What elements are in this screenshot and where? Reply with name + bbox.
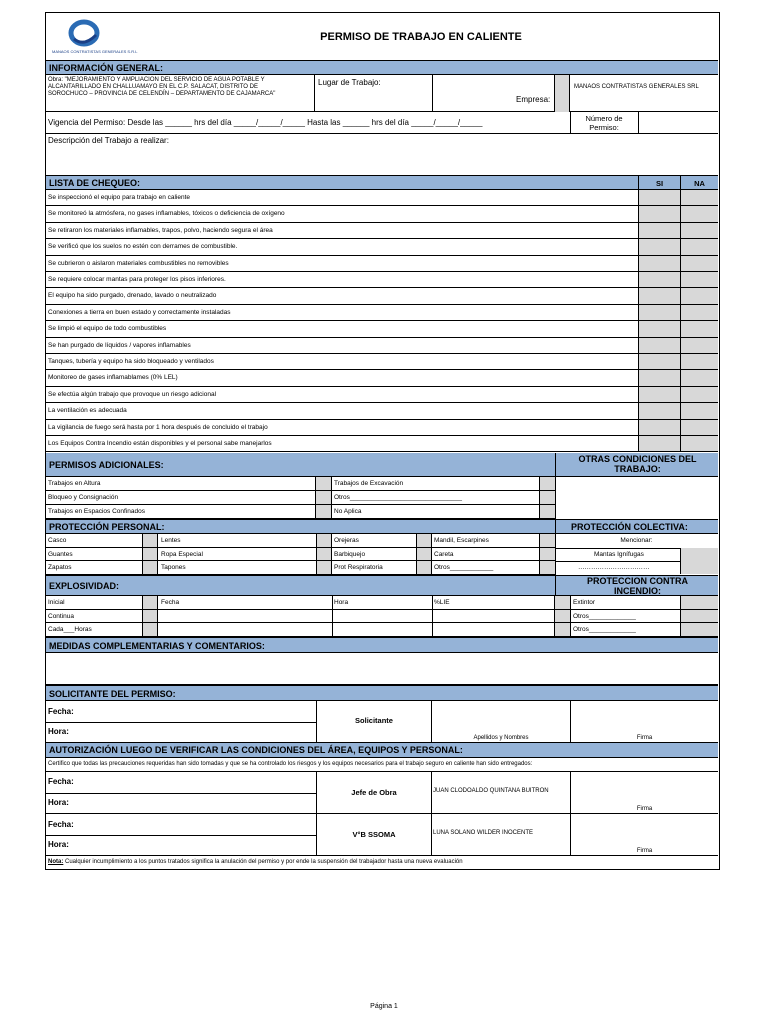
ssoma-row — [46, 814, 718, 856]
checkbox-na[interactable] — [680, 420, 718, 435]
proteccion-row — [46, 534, 555, 548]
checklist-item-label: Tanques, tubería y equipo ha sido bloqueado y ventilados — [48, 358, 214, 365]
checklist-item-label: Se cubrieron o aislaron materiales combustibles no removibles — [48, 259, 229, 267]
ssoma-hora: Hora: — [48, 840, 69, 849]
proteccion-checkbox[interactable] — [142, 548, 158, 561]
ssoma-label: V°B SSOMA — [352, 830, 396, 839]
mantas-checkbox[interactable] — [680, 548, 718, 561]
permiso-left-checkbox[interactable] — [315, 477, 331, 490]
permiso-right-checkbox[interactable] — [539, 491, 555, 504]
checklist-row — [46, 256, 718, 272]
jefe-row — [46, 772, 718, 814]
checklist-row — [46, 223, 718, 239]
checklist-row — [46, 272, 718, 288]
checkbox-si[interactable] — [638, 420, 680, 435]
descripcion-label: Descripción del Trabajo a realizar: — [48, 136, 169, 145]
medidas-header: MEDIDAS COMPLEMENTARIAS Y COMENTARIOS: — [46, 637, 718, 653]
checklist-item-label: Se verificó que los suelos no estén con derrames de combustible. — [48, 243, 238, 251]
firma-label: Firma — [636, 735, 653, 741]
permiso-right-label: No Aplica — [334, 508, 362, 515]
solicitante-header: SOLICITANTE DEL PERMISO: — [46, 685, 718, 701]
checkbox-si[interactable] — [638, 206, 680, 221]
checkbox-na[interactable] — [680, 354, 718, 369]
logo-text: MANAOS CONTRATISTAS GENERALES S.R.L — [52, 49, 138, 54]
checklist-row — [46, 305, 718, 321]
obra-line-1: Obra: "MEJORAMIENTO Y AMPLIACION DEL SERVICIO DE AGUA POTABLE Y — [48, 77, 265, 83]
lugar-label: Lugar de Trabajo: — [318, 78, 381, 87]
empresa-label: Empresa: — [516, 95, 551, 104]
explosividad-label: Cada___Horas — [48, 626, 92, 634]
proteccion-item-label: Otros____________ — [434, 564, 494, 572]
checklist-item-label: Se han purgado de líquidos / vapores inflamables — [48, 341, 191, 349]
proteccion-item-label: Lentes — [161, 537, 181, 544]
proteccion-checkbox[interactable] — [416, 534, 432, 547]
incendio-checkbox[interactable] — [680, 610, 718, 623]
proteccion-checkbox[interactable] — [416, 548, 432, 561]
proteccion-row — [46, 561, 555, 575]
proteccion-checkbox[interactable] — [316, 561, 332, 574]
descripcion-field[interactable] — [46, 134, 718, 176]
explosividad-row — [46, 610, 718, 624]
permiso-right-checkbox[interactable] — [539, 505, 555, 518]
col-si: SI — [655, 179, 664, 188]
proteccion-item-label: Barbiquejo — [334, 550, 366, 558]
permiso-row — [46, 505, 555, 519]
ssoma-firma: Firma — [636, 848, 653, 854]
jefe-hora: Hora: — [48, 798, 69, 807]
jefe-fecha: Fecha: — [48, 777, 74, 786]
checklist-item-label: El equipo ha sido purgado, drenado, lavado o neutralizado — [48, 292, 217, 300]
mantas-label: Mantas Ignífugas — [594, 551, 644, 558]
checkbox-si[interactable] — [638, 338, 680, 353]
proteccion-item-label: Zapatos — [48, 564, 72, 572]
checklist-row — [46, 206, 718, 222]
info-row — [46, 75, 718, 112]
checkbox-si[interactable] — [638, 354, 680, 369]
incendio-checkbox[interactable] — [680, 596, 718, 609]
checklist-row — [46, 420, 718, 436]
checklist-row — [46, 338, 718, 354]
autorizacion-header: AUTORIZACIÓN LUEGO DE VERIFICAR LAS CONDICIONES DEL ÁREA, EQUIPOS Y PERSONAL: — [46, 743, 718, 758]
proteccion-checkbox[interactable] — [142, 561, 158, 574]
permiso-right-checkbox[interactable] — [539, 477, 555, 490]
jefe-firma: Firma — [636, 806, 653, 812]
checklist-item-label: Se inspeccionó el equipo para trabajo en caliente — [48, 194, 191, 201]
checkbox-si[interactable] — [638, 256, 680, 271]
checkbox-na[interactable] — [680, 256, 718, 271]
lie-checkbox[interactable] — [554, 610, 570, 623]
proteccion-item-label: Orejeras — [334, 537, 359, 544]
mencionar-label: Mencionar: — [620, 537, 653, 544]
proteccion-checkbox[interactable] — [316, 534, 332, 547]
checkbox-si[interactable] — [638, 239, 680, 254]
obra-line-2: ALCANTARILLADO EN CHALLUAMAYO EN EL C.P. SALACAT, DISTRITO DE — [48, 84, 258, 90]
explosividad-checkbox[interactable] — [142, 623, 158, 636]
explosividad-checkbox[interactable] — [142, 596, 158, 609]
checklist-item-label: Se efectúa algún trabajo que provoque un riesgo adicional — [48, 390, 217, 398]
fecha-label: Fecha — [161, 599, 180, 606]
proteccion-checkbox[interactable] — [316, 548, 332, 561]
obra-line-3: SOROCHUCO – PROVINCIA DE CELENDÍN – DEPARTAMENTO DE CAJAMARCA" — [48, 91, 276, 97]
checklist-row — [46, 190, 718, 206]
apellidos-label: Apellidos y Nombres — [473, 735, 529, 741]
checkbox-si[interactable] — [638, 387, 680, 402]
checkbox-si[interactable] — [638, 305, 680, 320]
col-na: NA — [694, 179, 705, 188]
checklist-item-label: Se retiraron los materiales inflamables, trapos, polvo, haciendo segura el área — [48, 226, 273, 234]
nota-label: Nota: — [48, 859, 64, 865]
colectiva-header: PROTECCIÓN COLECTIVA: — [555, 519, 718, 534]
explosividad-label: Inicial — [48, 599, 65, 606]
proteccion-header: PROTECCIÓN PERSONAL: — [46, 519, 555, 534]
checklist-item-label: La ventilación es adecuada — [48, 407, 127, 415]
incendio-checkbox[interactable] — [680, 623, 718, 636]
colectiva-checkbox[interactable] — [680, 561, 718, 574]
page-footer: Página 1 — [370, 1003, 398, 1010]
certifico-text: Certifico que todas las precauciones requeridas han sido tomadas y que se ha controlado los riesgos y los equipos necesarios para el trabajo seguro en caliente han sido entregados: — [48, 761, 533, 767]
solicitante-label: Solicitante — [355, 716, 393, 725]
proteccion-item-label: Prot Respiratoria — [334, 564, 383, 572]
medidas-field[interactable] — [46, 653, 718, 685]
checkbox-si[interactable] — [638, 190, 680, 205]
permit-form — [45, 12, 720, 870]
proteccion-row — [46, 548, 555, 562]
permisos-header: PERMISOS ADICIONALES: — [46, 453, 555, 477]
checklist-row — [46, 370, 718, 386]
checklist-row — [46, 321, 718, 337]
vigencia-text: Vigencia del Permiso: Desde las ______ hrs del día _____/_____/_____ Hasta las ______ hrs del día _____/_____/_____ — [48, 118, 483, 127]
checklist-item-label: Se requiere colocar mantas para proteger los pisos inferiores. — [48, 276, 226, 283]
incendio-label: Extintor — [573, 599, 596, 606]
incendio-label: Otros_____________ — [573, 612, 636, 620]
jefe-name: JUAN CLODOALDO QUINTANA BUITRON — [433, 788, 549, 794]
proteccion-checkbox[interactable] — [416, 561, 432, 574]
page-title: PERMISO DE TRABAJO EN CALIENTE — [320, 31, 522, 43]
checkbox-na[interactable] — [680, 370, 718, 385]
permiso-left-label: Trabajos en Altura — [48, 480, 101, 487]
solicitante-hora: Hora: — [48, 727, 69, 736]
checkbox-na[interactable] — [680, 206, 718, 221]
permiso-row — [46, 477, 555, 491]
nota-text: Cualquier incumplimiento a los puntos tratados significa la anulación del permiso y por ende la suspensión del trabajador hasta una nueva evaluación — [65, 859, 463, 865]
empresa-value: MANAOS CONTRATISTAS GENERALES SRL — [574, 84, 699, 90]
proteccion-item-label: Guantes — [48, 550, 73, 558]
proteccion-checkbox[interactable] — [539, 561, 555, 574]
proteccion-item-label: Casco — [48, 537, 67, 544]
explosividad-row — [46, 596, 718, 610]
explosividad-header: EXPLOSIVIDAD: — [46, 575, 555, 596]
permiso-left-checkbox[interactable] — [315, 491, 331, 504]
checklist-item-label: Se monitoreó la atmósfera, no gases inflamables, tóxicos o deficiencia de oxígeno — [48, 210, 285, 218]
permiso-left-checkbox[interactable] — [315, 505, 331, 518]
info-general-header: INFORMACIÓN GENERAL: — [46, 60, 718, 75]
permiso-row — [46, 491, 555, 505]
ssoma-name: LUNA SOLANO WILDER INOCENTE — [433, 830, 534, 836]
checkbox-na[interactable] — [680, 321, 718, 336]
checkbox-si[interactable] — [638, 272, 680, 287]
checkbox-si[interactable] — [638, 403, 680, 418]
checklist-header: LISTA DE CHEQUEO: SI NA — [46, 176, 718, 190]
explosividad-checkbox[interactable] — [142, 610, 158, 623]
checkbox-na[interactable] — [680, 288, 718, 303]
checklist-row — [46, 354, 718, 370]
checkbox-si[interactable] — [638, 288, 680, 303]
hora-label: Hora — [334, 599, 349, 606]
checklist-item-label: Conexiones a tierra en buen estado y correctamente instaladas — [48, 308, 231, 316]
checkbox-na[interactable] — [680, 223, 718, 238]
permiso-left-label: Bloqueo y Consignación — [48, 494, 119, 501]
permiso-right-label: Trabajos de Excavación — [334, 480, 404, 487]
checklist-item-label: Los Equipos Contra Incendio están disponibles y el personal sabe manejarlos — [48, 440, 272, 447]
permiso-right-label: Otros_______________________________ — [334, 494, 462, 501]
checkbox-si[interactable] — [638, 321, 680, 336]
checklist-item-label: La vigilancia de fuego será hasta por 1 hora después de concluido el trabajo — [48, 423, 268, 431]
checklist-row — [46, 239, 718, 255]
permiso-left-label: Trabajos en Espacios Confinados — [48, 508, 145, 515]
mantas-dots: …………………………… — [578, 564, 650, 571]
lie-checkbox[interactable] — [554, 623, 570, 636]
checklist-row — [46, 403, 718, 419]
proteccion-item-label: Mandil, Escarpines — [434, 537, 489, 544]
checkbox-na[interactable] — [680, 272, 718, 287]
certifico-row — [46, 758, 718, 772]
checklist-item-label: Monitoreo de gases inflamablames (0% LEL) — [48, 374, 178, 382]
proteccion-checkbox[interactable] — [539, 548, 555, 561]
explosividad-label: Continua — [48, 612, 75, 620]
solicitante-row — [46, 701, 718, 743]
checklist-item-label: Se limpió el equipo de todo combustibles — [48, 325, 167, 333]
checklist-row — [46, 387, 718, 403]
nota-row — [46, 856, 718, 869]
numero-label-1: Número de — [585, 114, 623, 123]
vigencia-row — [46, 112, 718, 134]
checkbox-na[interactable] — [680, 403, 718, 418]
checklist-row — [46, 436, 718, 452]
ssoma-fecha: Fecha: — [48, 820, 74, 829]
checkbox-na[interactable] — [680, 436, 718, 451]
checkbox-na[interactable] — [680, 305, 718, 320]
proteccion-item-label: Tapones — [161, 564, 186, 572]
checkbox-si[interactable] — [638, 223, 680, 238]
checkbox-si[interactable] — [638, 370, 680, 385]
explosividad-row — [46, 623, 718, 637]
proteccion-item-label: Ropa Especial — [161, 550, 203, 558]
incendio-label: Otros_____________ — [573, 626, 636, 634]
checkbox-si[interactable] — [638, 436, 680, 451]
numero-label-2: Permiso: — [589, 123, 619, 132]
solicitante-fecha: Fecha: — [48, 707, 74, 716]
proteccion-checkbox[interactable] — [539, 534, 555, 547]
jefe-label: Jefe de Obra — [351, 788, 397, 797]
proteccion-checkbox[interactable] — [142, 534, 158, 547]
checkbox-na[interactable] — [680, 239, 718, 254]
checkbox-na[interactable] — [680, 338, 718, 353]
incendio-header: PROTECCION CONTRA INCENDIO: — [555, 575, 718, 596]
checkbox-na[interactable] — [680, 387, 718, 402]
otras-condiciones-header: OTRAS CONDICIONES DEL TRABAJO: — [555, 453, 718, 477]
lie-checkbox[interactable] — [554, 596, 570, 609]
checklist-row — [46, 288, 718, 304]
proteccion-item-label: Careta — [434, 550, 454, 558]
checkbox-na[interactable] — [680, 190, 718, 205]
lie-label: %LIE — [434, 599, 450, 606]
